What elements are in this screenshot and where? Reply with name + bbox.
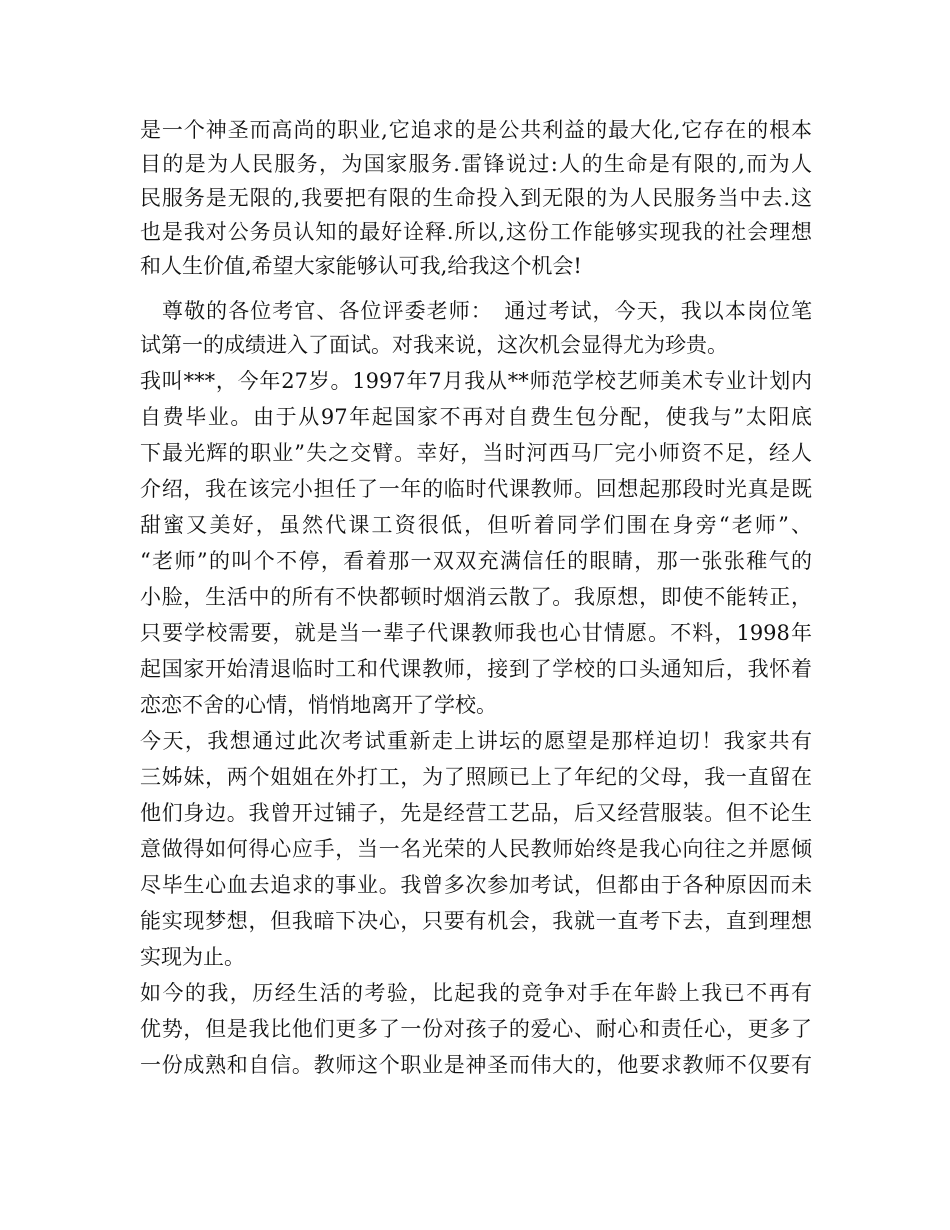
text-line-22: 尽毕生心血去追求的事业。我曾多次参加考试，但都由于各种原因而未 bbox=[140, 873, 812, 897]
text-line-2: 目的是为人民服务，为国家服务.雷锋说过:人的生命是有限的,而为人 bbox=[140, 152, 812, 176]
text-line-3: 民服务是无限的,我要把有限的生命投入到无限的为人民服务当中去.这 bbox=[140, 186, 812, 210]
text-line-6: 尊敬的各位考官、各位评委老师： 通过考试，今天，我以本岗位笔 bbox=[140, 299, 812, 323]
text-line-10: 下最光辉的职业”失之交臂。幸好，当时河西马厂完小师资不足，经人 bbox=[140, 441, 812, 465]
text-line-13: “老师”的叫个不停，看着那一双双充满信任的眼睛，那一张张稚气的 bbox=[140, 549, 812, 573]
text-line-15: 只要学校需要，就是当一辈子代课教师我也心甘情愿。不料，1998年 bbox=[140, 621, 812, 645]
text-line-8: 我叫***，今年27岁。1997年7月我从**师范学校艺师美术专业计划内 bbox=[140, 369, 812, 393]
text-line-14: 小脸，生活中的所有不快都顿时烟消云散了。我原想，即使不能转正， bbox=[140, 585, 812, 609]
text-line-20: 他们身边。我曾开过铺子，先是经营工艺品，后又经营服装。但不论生 bbox=[140, 801, 812, 825]
text-line-1: 是一个神圣而高尚的职业,它追求的是公共利益的最大化,它存在的根本 bbox=[140, 118, 812, 142]
text-line-21: 意做得如何得心应手，当一名光荣的人民教师始终是我心向往之并愿倾 bbox=[140, 837, 812, 861]
text-line-9: 自费毕业。由于从97年起国家不再对自费生包分配，使我与”太阳底 bbox=[140, 405, 812, 429]
text-line-23: 能实现梦想，但我暗下决心，只要有机会，我就一直考下去，直到理想 bbox=[140, 909, 812, 933]
text-line-11: 介绍，我在该完小担任了一年的临时代课教师。回想起那段时光真是既 bbox=[140, 477, 812, 501]
text-line-17: 恋恋不舍的心情，悄悄地离开了学校。 bbox=[140, 693, 497, 717]
text-line-7: 试第一的成绩进入了面试。对我来说，这次机会显得尤为珍贵。 bbox=[140, 333, 728, 357]
text-line-25: 如今的我，历经生活的考验，比起我的竞争对手在年龄上我已不再有 bbox=[140, 981, 812, 1005]
text-line-5: 和人生价值,希望大家能够认可我,给我这个机会! bbox=[140, 254, 582, 278]
text-line-12: 甜蜜又美好，虽然代课工资很低，但听着同学们围在身旁“老师”、 bbox=[140, 513, 812, 537]
text-line-18: 今天，我想通过此次考试重新走上讲坛的愿望是那样迫切！我家共有 bbox=[140, 729, 812, 753]
text-line-19: 三姊妹，两个姐姐在外打工，为了照顾已上了年纪的父母，我一直留在 bbox=[140, 765, 812, 789]
text-line-16: 起国家开始清退临时工和代课教师，接到了学校的口头通知后，我怀着 bbox=[140, 657, 812, 681]
text-line-24: 实现为止。 bbox=[140, 945, 245, 969]
text-line-26: 优势，但是我比他们更多了一份对孩子的爱心、耐心和责任心，更多了 bbox=[140, 1017, 812, 1041]
text-line-4: 也是我对公务员认知的最好诠释.所以,这份工作能够实现我的社会理想 bbox=[140, 220, 812, 244]
text-line-27: 一份成熟和自信。教师这个职业是神圣而伟大的，他要求教师不仅要有 bbox=[140, 1053, 812, 1077]
